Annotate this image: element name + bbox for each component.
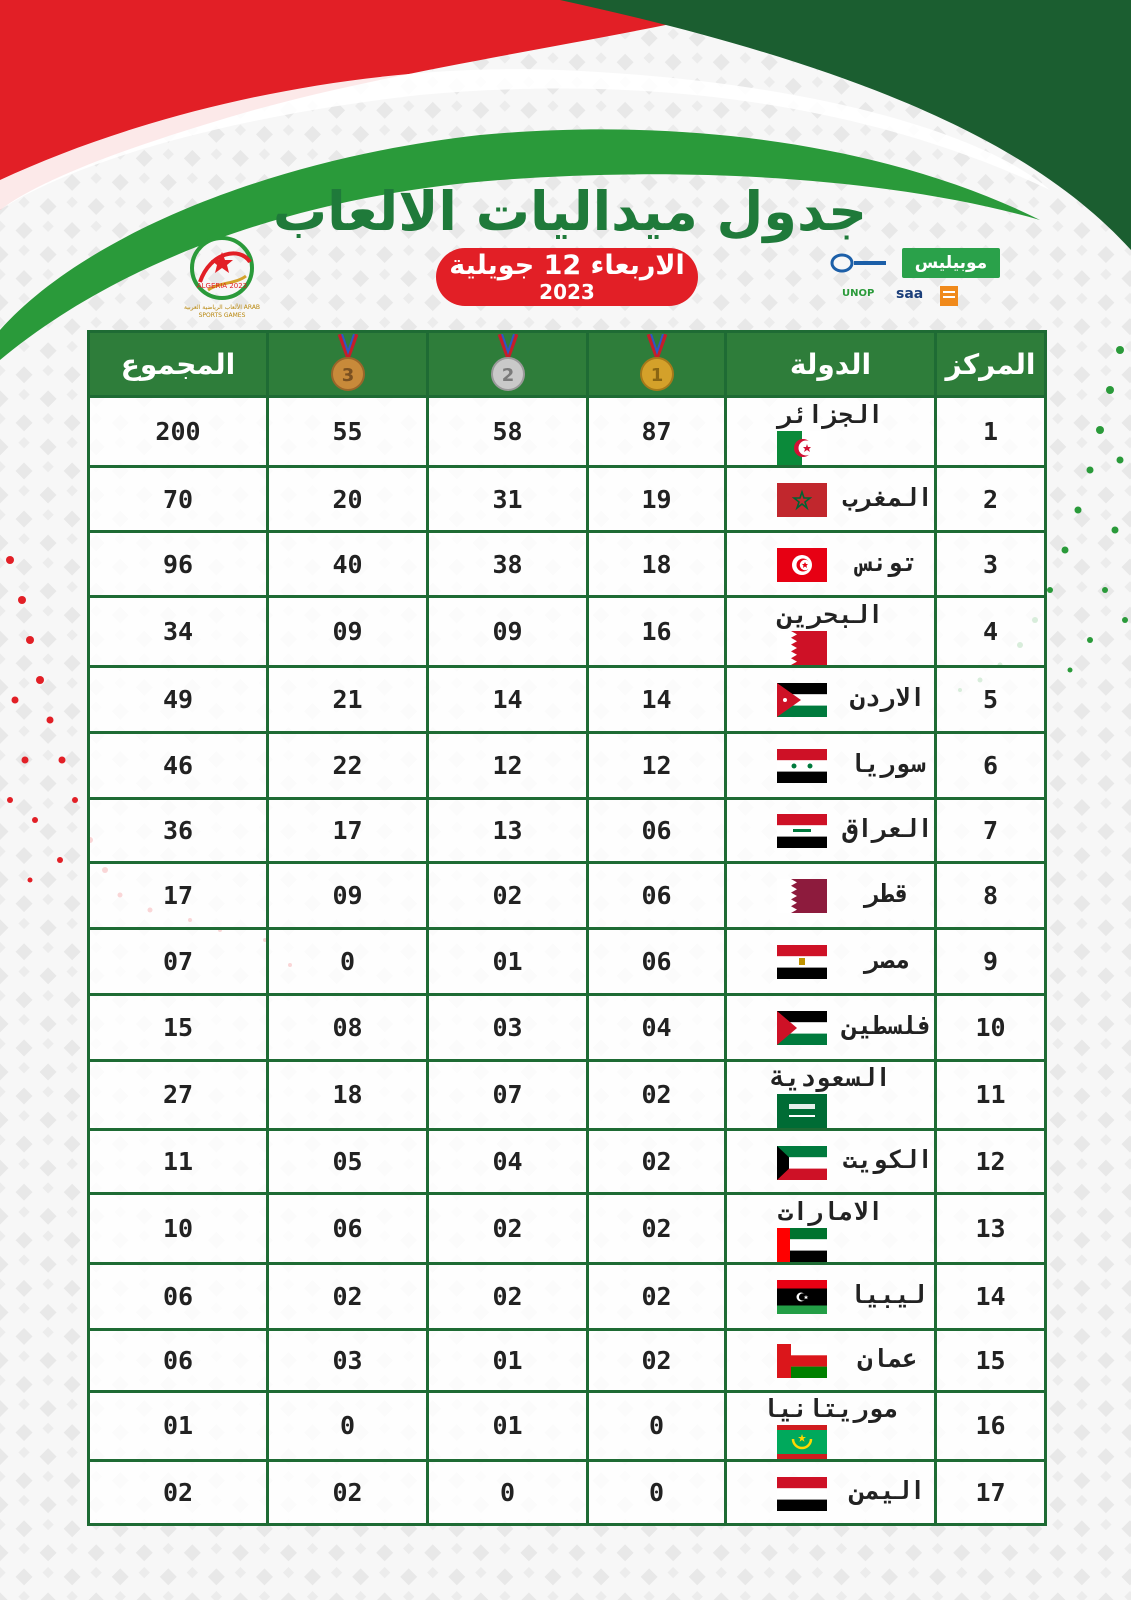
date-line: الاربعاء 12 جويلية xyxy=(449,250,685,281)
cell-total: 07 xyxy=(89,928,268,994)
svg-text:1: 1 xyxy=(650,365,663,386)
cell-gold: 02 xyxy=(588,1263,726,1329)
table-row xyxy=(89,1461,1046,1525)
cell-rank: 8 xyxy=(936,862,1046,928)
header-rank: المركز xyxy=(936,332,1046,397)
algeria-flag-icon xyxy=(777,431,827,465)
cell-bronze: 09 xyxy=(268,597,428,667)
cell-total: 46 xyxy=(89,732,268,798)
cell-total: 70 xyxy=(89,467,268,532)
cell-silver: 01 xyxy=(428,1329,588,1391)
table-row xyxy=(89,798,1046,862)
cell-bronze: 0 xyxy=(268,1391,428,1461)
cell-country xyxy=(726,928,936,994)
mauritania-flag-icon xyxy=(777,1425,827,1459)
cell-rank: 17 xyxy=(936,1461,1046,1525)
country-name: عمان xyxy=(857,1343,918,1373)
libya-flag-icon xyxy=(777,1280,827,1314)
cell-silver: 03 xyxy=(428,994,588,1060)
svg-text:ALGERIA 2023: ALGERIA 2023 xyxy=(196,282,248,290)
cell-silver: 04 xyxy=(428,1130,588,1194)
cell-rank: 14 xyxy=(936,1263,1046,1329)
gold-medal-icon xyxy=(637,334,677,394)
table-row xyxy=(89,1391,1046,1461)
table-row xyxy=(89,1060,1046,1130)
iraq-flag-icon xyxy=(777,814,827,848)
cell-silver: 01 xyxy=(428,928,588,994)
country-name: الجزائر xyxy=(777,399,884,429)
cell-rank: 5 xyxy=(936,666,1046,732)
cell-silver: 0 xyxy=(428,1461,588,1525)
cell-bronze: 18 xyxy=(268,1060,428,1130)
table-row xyxy=(89,397,1046,467)
cell-bronze: 05 xyxy=(268,1130,428,1194)
cell-country xyxy=(726,1263,936,1329)
cell-silver: 38 xyxy=(428,532,588,597)
cell-gold: 12 xyxy=(588,732,726,798)
country-name: الاردن xyxy=(849,682,926,712)
cell-gold: 02 xyxy=(588,1329,726,1391)
country-name: السعودية xyxy=(770,1063,891,1092)
sponsor-logo-icon xyxy=(830,252,890,274)
cell-rank: 6 xyxy=(936,732,1046,798)
cell-total: 02 xyxy=(89,1461,268,1525)
cell-gold: 02 xyxy=(588,1194,726,1264)
cell-rank: 2 xyxy=(936,467,1046,532)
country-name: ليبيا xyxy=(849,1279,926,1309)
cell-silver: 02 xyxy=(428,862,588,928)
kuwait-flag-icon xyxy=(777,1146,827,1180)
cell-silver: 09 xyxy=(428,597,588,667)
cell-rank: 3 xyxy=(936,532,1046,597)
sponsor-saa-logo: saa xyxy=(896,286,924,302)
cell-bronze: 17 xyxy=(268,798,428,862)
cell-bronze: 02 xyxy=(268,1263,428,1329)
cell-country xyxy=(726,397,936,467)
date-year: 2023 xyxy=(539,280,595,304)
cell-silver: 12 xyxy=(428,732,588,798)
cell-silver: 31 xyxy=(428,467,588,532)
cell-total: 200 xyxy=(89,397,268,467)
silver-medal-icon xyxy=(488,334,528,394)
cell-bronze: 20 xyxy=(268,467,428,532)
cell-silver: 13 xyxy=(428,798,588,862)
cell-total: 01 xyxy=(89,1391,268,1461)
cell-bronze: 21 xyxy=(268,666,428,732)
sponsor-logos xyxy=(830,244,1000,314)
cell-total: 27 xyxy=(89,1060,268,1130)
country-name: الكويت xyxy=(842,1145,933,1174)
morocco-flag-icon xyxy=(777,483,827,517)
country-name: مصر xyxy=(864,944,911,974)
cell-rank: 16 xyxy=(936,1391,1046,1461)
egypt-flag-icon xyxy=(777,945,827,979)
cell-gold: 19 xyxy=(588,467,726,532)
cell-bronze: 09 xyxy=(268,862,428,928)
sponsor-orange-logo-icon xyxy=(940,286,958,306)
games-emblem-icon xyxy=(180,232,264,306)
svg-text:2: 2 xyxy=(501,365,514,386)
table-row xyxy=(89,1263,1046,1329)
cell-gold: 02 xyxy=(588,1060,726,1130)
cell-country xyxy=(726,467,936,532)
table-row xyxy=(89,532,1046,597)
cell-country xyxy=(726,597,936,667)
table-row xyxy=(89,666,1046,732)
cell-total: 10 xyxy=(89,1194,268,1264)
country-name: فلسطين xyxy=(842,1010,933,1040)
table-row xyxy=(89,1130,1046,1194)
arab-games-logo xyxy=(180,232,264,328)
cell-silver: 02 xyxy=(428,1194,588,1264)
cell-country xyxy=(726,666,936,732)
cell-country xyxy=(726,1391,936,1461)
table-row xyxy=(89,1329,1046,1391)
bahrain-flag-icon xyxy=(777,631,827,665)
sponsor-mobilis-logo: موبيليس xyxy=(902,248,1000,278)
yemen-flag-icon xyxy=(777,1477,827,1511)
cell-total: 96 xyxy=(89,532,268,597)
cell-gold: 06 xyxy=(588,928,726,994)
table-row xyxy=(89,1194,1046,1264)
cell-gold: 02 xyxy=(588,1130,726,1194)
cell-silver: 07 xyxy=(428,1060,588,1130)
cell-total: 36 xyxy=(89,798,268,862)
cell-gold: 87 xyxy=(588,397,726,467)
cell-bronze: 0 xyxy=(268,928,428,994)
cell-total: 17 xyxy=(89,862,268,928)
table-row xyxy=(89,928,1046,994)
cell-rank: 1 xyxy=(936,397,1046,467)
date-badge xyxy=(436,248,698,306)
header-bronze xyxy=(268,332,428,397)
cell-country xyxy=(726,862,936,928)
cell-rank: 11 xyxy=(936,1060,1046,1130)
uae-flag-icon xyxy=(777,1228,827,1262)
cell-gold: 04 xyxy=(588,994,726,1060)
table-row xyxy=(89,732,1046,798)
table-header-row xyxy=(89,332,1046,397)
palestine-flag-icon xyxy=(777,1011,827,1045)
games-caption: الألعاب الرياضية العربية ARAB SPORTS GAMES xyxy=(183,304,261,319)
cell-bronze: 03 xyxy=(268,1329,428,1391)
cell-rank: 15 xyxy=(936,1329,1046,1391)
country-name: المغرب xyxy=(842,482,933,512)
cell-rank: 9 xyxy=(936,928,1046,994)
cell-rank: 4 xyxy=(936,597,1046,667)
svg-text:3: 3 xyxy=(341,365,354,386)
cell-bronze: 08 xyxy=(268,994,428,1060)
country-name: العراق xyxy=(842,813,933,843)
medal-table xyxy=(87,330,1047,1526)
cell-rank: 13 xyxy=(936,1194,1046,1264)
header-silver xyxy=(428,332,588,397)
bronze-medal-icon xyxy=(328,334,368,394)
tunisia-flag-icon xyxy=(777,548,827,582)
qatar-flag-icon xyxy=(777,879,827,913)
table-row xyxy=(89,597,1046,667)
sponsor-unop-logo: UNOP xyxy=(842,288,875,299)
country-name: تونس xyxy=(857,547,918,577)
cell-country xyxy=(726,532,936,597)
cell-gold: 0 xyxy=(588,1461,726,1525)
country-name: الامارات xyxy=(777,1196,884,1226)
cell-silver: 01 xyxy=(428,1391,588,1461)
country-name: موريتانيا xyxy=(762,1394,899,1423)
cell-country xyxy=(726,1329,936,1391)
page-title: جدول ميداليات الالعاب xyxy=(272,180,868,243)
cell-rank: 10 xyxy=(936,994,1046,1060)
cell-total: 06 xyxy=(89,1263,268,1329)
cell-total: 49 xyxy=(89,666,268,732)
cell-country xyxy=(726,1130,936,1194)
country-name: اليمن xyxy=(849,1476,926,1505)
cell-bronze: 02 xyxy=(268,1461,428,1525)
cell-gold: 18 xyxy=(588,532,726,597)
cell-bronze: 22 xyxy=(268,732,428,798)
cell-silver: 02 xyxy=(428,1263,588,1329)
country-name: البحرين xyxy=(777,599,884,629)
cell-country xyxy=(726,1194,936,1264)
cell-total: 15 xyxy=(89,994,268,1060)
cell-total: 06 xyxy=(89,1329,268,1391)
cell-country xyxy=(726,994,936,1060)
cell-total: 34 xyxy=(89,597,268,667)
cell-bronze: 55 xyxy=(268,397,428,467)
syria-flag-icon xyxy=(777,749,827,783)
jordan-flag-icon xyxy=(777,683,827,717)
cell-gold: 0 xyxy=(588,1391,726,1461)
cell-silver: 58 xyxy=(428,397,588,467)
cell-bronze: 40 xyxy=(268,532,428,597)
cell-silver: 14 xyxy=(428,666,588,732)
cell-country xyxy=(726,1461,936,1525)
oman-flag-icon xyxy=(777,1344,827,1378)
header-gold xyxy=(588,332,726,397)
cell-gold: 16 xyxy=(588,597,726,667)
cell-total: 11 xyxy=(89,1130,268,1194)
table-row xyxy=(89,862,1046,928)
header-country: الدولة xyxy=(726,332,936,397)
cell-gold: 06 xyxy=(588,798,726,862)
cell-rank: 12 xyxy=(936,1130,1046,1194)
cell-country xyxy=(726,1060,936,1130)
table-row xyxy=(89,467,1046,532)
cell-gold: 06 xyxy=(588,862,726,928)
cell-country xyxy=(726,732,936,798)
header-total: المجموع xyxy=(89,332,268,397)
country-name: سوريا xyxy=(849,748,926,778)
cell-bronze: 06 xyxy=(268,1194,428,1264)
cell-gold: 14 xyxy=(588,666,726,732)
saudi-flag-icon xyxy=(777,1094,827,1128)
cell-rank: 7 xyxy=(936,798,1046,862)
cell-country xyxy=(726,798,936,862)
table-row xyxy=(89,994,1046,1060)
country-name: قطر xyxy=(864,878,911,908)
